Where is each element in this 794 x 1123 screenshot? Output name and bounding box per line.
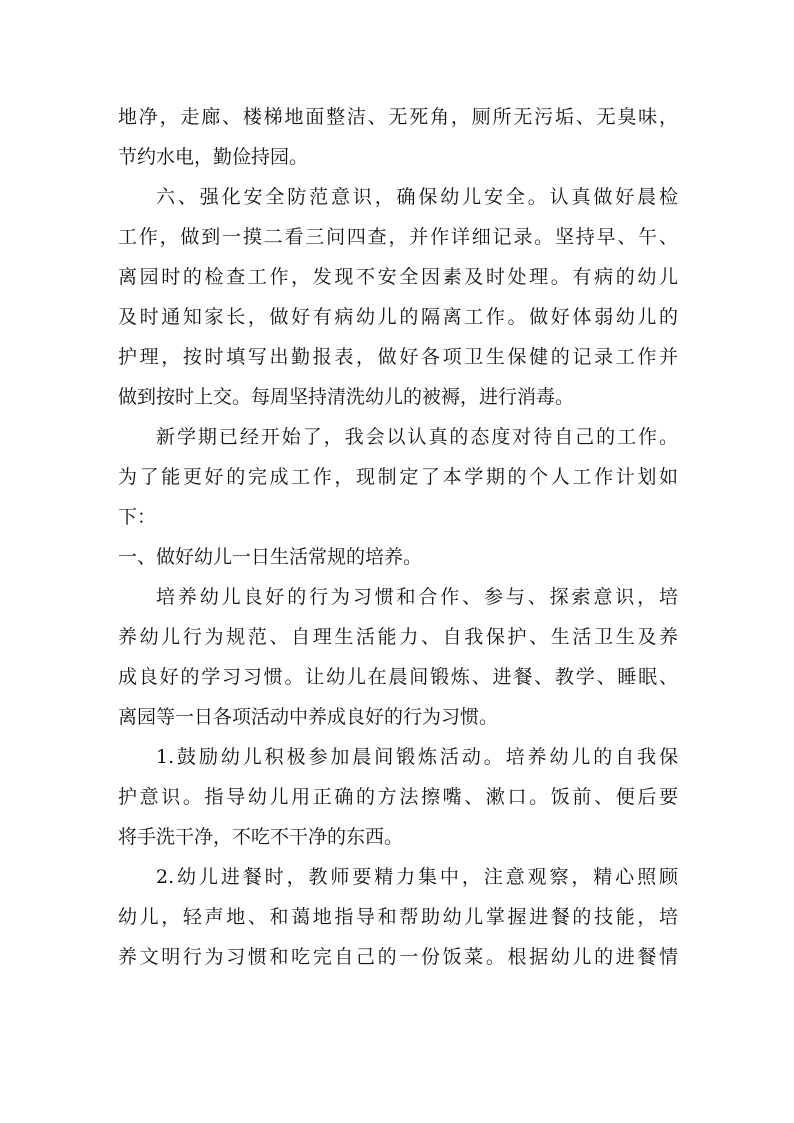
document-body bbox=[118, 97, 678, 977]
text-line: 护意识。指导幼儿用正确的方法擦嘴、漱口。饭前、便后要 bbox=[118, 786, 678, 808]
text-line: 下： bbox=[118, 506, 157, 528]
text-line: 工作，做到一摸二看三问四查，并作详细记录。坚持早、午、 bbox=[118, 226, 678, 248]
text-line: 护理，按时填写出勤报表，做好各项卫生保健的记录工作并 bbox=[118, 346, 678, 368]
list-item-1: 1.鼓励幼儿积极参加晨间锻炼活动。培养幼儿的自我保 bbox=[156, 746, 678, 768]
text-line: 将手洗干净，不吃不干净的东西。 bbox=[118, 826, 404, 848]
text-line: 及时通知家长，做好有病幼儿的隔离工作。做好体弱幼儿的 bbox=[118, 306, 678, 328]
text-line: 地净，走廊、楼梯地面整洁、无死角，厕所无污垢、无臭味， bbox=[118, 106, 678, 128]
text-line: 为了能更好的完成工作，现制定了本学期的个人工作计划如 bbox=[118, 466, 678, 488]
section-heading-six: 六、强化安全防范意识，确保幼儿安全。认真做好晨检 bbox=[156, 186, 678, 208]
text-line: 养幼儿行为规范、自理生活能力、自我保护、生活卫生及养 bbox=[118, 626, 678, 648]
text-line: 养文明行为习惯和吃完自己的一份饭菜。根据幼儿的进餐情 bbox=[118, 946, 678, 968]
text-line: 成良好的学习习惯。让幼儿在晨间锻炼、进餐、教学、睡眠、 bbox=[118, 666, 678, 688]
text-line: 离园等一日各项活动中养成良好的行为习惯。 bbox=[118, 706, 499, 728]
text-line: 新学期已经开始了，我会以认真的态度对待自己的工作。 bbox=[156, 426, 678, 448]
text-line: 离园时的检查工作，发现不安全因素及时处理。有病的幼儿 bbox=[118, 266, 678, 288]
section-heading-one: 一、做好幼儿一日生活常规的培养。 bbox=[118, 546, 423, 568]
text-line: 幼儿，轻声地、和蔼地指导和帮助幼儿掌握进餐的技能，培 bbox=[118, 906, 678, 928]
text-line: 培养幼儿良好的行为习惯和合作、参与、探索意识，培 bbox=[156, 586, 678, 608]
text-line: 节约水电，勤俭持园。 bbox=[118, 146, 309, 168]
list-item-2: 2.幼儿进餐时，教师要精力集中，注意观察，精心照顾 bbox=[156, 866, 678, 888]
text-line: 做到按时上交。每周坚持清洗幼儿的被褥，进行消毒。 bbox=[118, 386, 575, 408]
